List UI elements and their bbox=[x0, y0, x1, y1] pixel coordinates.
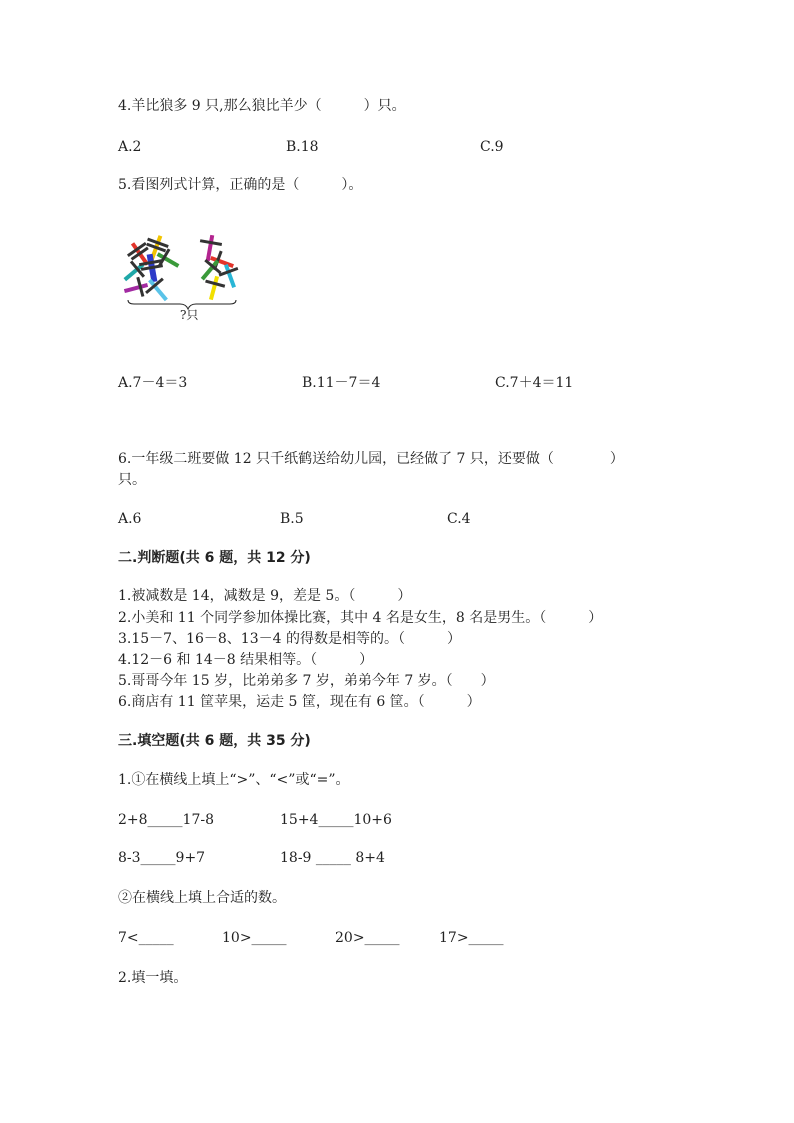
q6-option-c: C.4 bbox=[447, 511, 471, 527]
q5-option-a: A.7－4＝3 bbox=[118, 375, 188, 391]
section3-heading: 三.填空题(共 6 题，共 35 分) bbox=[118, 733, 311, 749]
fill-17-greater: 17>_____ bbox=[439, 930, 504, 946]
section2-item-2: 2.小美和 11 个同学参加体操比赛，其中 4 名是女生，8 名是男生。（ ） bbox=[118, 610, 603, 626]
compare-2plus8: 2+8_____17-8 bbox=[118, 812, 214, 828]
compare-18minus9: 18-9 _____ 8+4 bbox=[280, 850, 385, 866]
q4-option-c: C.9 bbox=[480, 139, 504, 155]
section3-sub2: ②在横线上填上合适的数。 bbox=[118, 890, 286, 906]
section2-heading: 二.判断题(共 6 题，共 12 分) bbox=[118, 550, 311, 566]
q4-stem: 4.羊比狼多 9 只,那么狼比羊少（ ）只。 bbox=[118, 98, 406, 114]
q6-option-b: B.5 bbox=[280, 511, 304, 527]
section2-item-1: 1.被减数是 14，减数是 9，差是 5。（ ） bbox=[118, 588, 412, 604]
q5-figure-label: ?只 bbox=[180, 308, 199, 322]
section2-item-6: 6.商店有 11 筐苹果，运走 5 筐，现在有 6 筐。（ ） bbox=[118, 694, 481, 710]
fill-7-less: 7<_____ bbox=[118, 930, 174, 946]
q6-stem-line2: 只。 bbox=[118, 472, 146, 488]
section3-q1-intro: 1.①在横线上填上“>”、“<”或“=”。 bbox=[118, 772, 350, 788]
section2-item-3: 3.15－7、16－8、13－4 的得数是相等的。（ ） bbox=[118, 631, 461, 647]
q6-option-a: A.6 bbox=[118, 511, 142, 527]
section2-item-5: 5.哥哥今年 15 岁，比弟弟多 7 岁，弟弟今年 7 岁。（ ） bbox=[118, 673, 495, 689]
q5-option-c: C.7＋4＝11 bbox=[495, 375, 574, 391]
compare-8minus3: 8-3_____9+7 bbox=[118, 850, 206, 866]
q4-option-a: A.2 bbox=[118, 139, 142, 155]
q5-stem: 5.看图列式计算，正确的是（ ）。 bbox=[118, 177, 363, 193]
fill-20-greater: 20>_____ bbox=[335, 930, 400, 946]
dragonfly-group-right bbox=[195, 233, 244, 302]
fill-10-greater: 10>_____ bbox=[222, 930, 287, 946]
dragonfly-group-left bbox=[118, 232, 183, 307]
q6-stem-line1: 6.一年级二班要做 12 只千纸鹤送给幼儿园，已经做了 7 只，还要做（ ） bbox=[118, 451, 624, 467]
q5-option-b: B.11－7＝4 bbox=[302, 375, 381, 391]
compare-15plus4: 15+4_____10+6 bbox=[280, 812, 392, 828]
q4-option-b: B.18 bbox=[286, 139, 319, 155]
section2-item-4: 4.12－6 和 14－8 结果相等。（ ） bbox=[118, 652, 374, 668]
section3-q2: 2.填一填。 bbox=[118, 970, 188, 986]
